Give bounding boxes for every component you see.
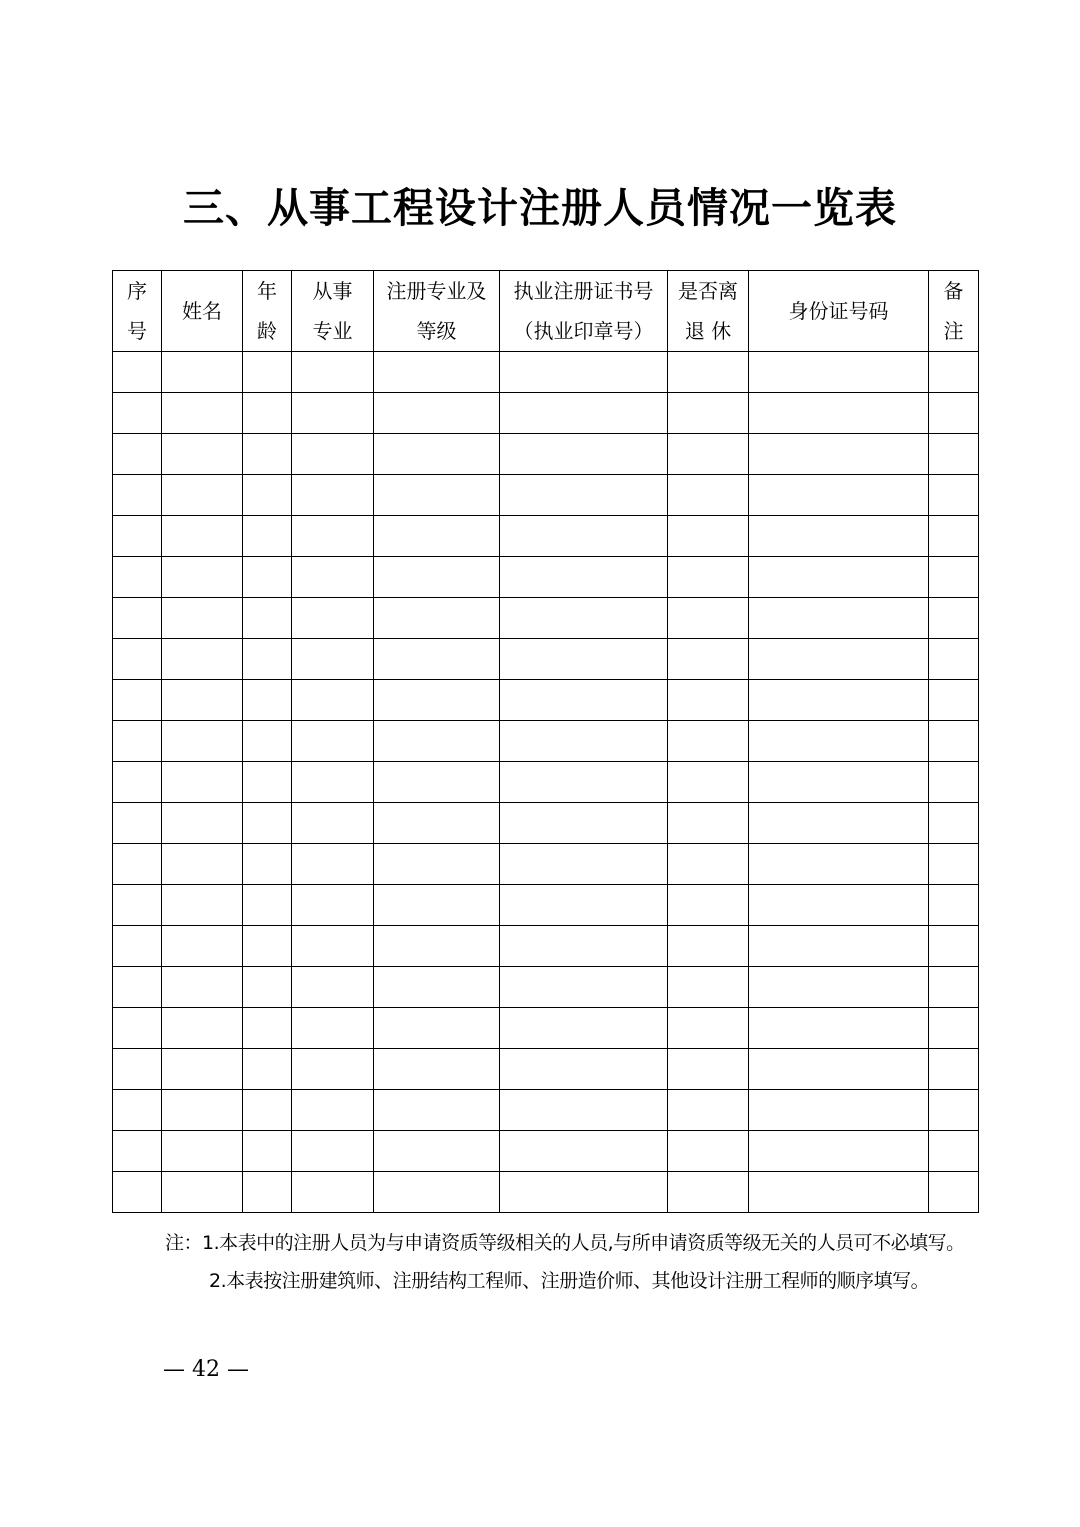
registered-personnel-table <box>112 270 979 1213</box>
header-age-line2: 龄 <box>257 319 277 343</box>
table-row <box>113 639 979 680</box>
table-cell[interactable] <box>113 1131 162 1172</box>
table-cell[interactable] <box>749 967 929 1008</box>
table-cell[interactable] <box>243 1049 292 1090</box>
table-row <box>113 1008 979 1049</box>
table-cell[interactable] <box>668 680 749 721</box>
header-retired-line1: 是否离 <box>678 279 738 303</box>
table-row <box>113 434 979 475</box>
table-cell[interactable] <box>113 1008 162 1049</box>
table-cell[interactable] <box>162 844 243 885</box>
table-cell[interactable] <box>162 1008 243 1049</box>
table-cell[interactable] <box>243 434 292 475</box>
table-cell[interactable] <box>113 557 162 598</box>
table-row <box>113 885 979 926</box>
table-cell[interactable] <box>113 1049 162 1090</box>
table-row <box>113 721 979 762</box>
table-cell[interactable] <box>162 1049 243 1090</box>
note-1: 注：1.本表中的注册人员为与申请资质等级相关的人员,与所申请资质等级无关的人员可不必填写。 <box>165 1232 965 1254</box>
table-row <box>113 393 979 434</box>
table-cell[interactable] <box>749 475 929 516</box>
table-cell[interactable] <box>113 926 162 967</box>
table-cell[interactable] <box>243 1008 292 1049</box>
table-cell[interactable] <box>749 885 929 926</box>
header-name <box>162 271 243 352</box>
table-cell[interactable] <box>929 844 979 885</box>
table-cell[interactable] <box>292 475 374 516</box>
table-cell[interactable] <box>374 352 500 393</box>
table-cell[interactable] <box>668 885 749 926</box>
table-cell[interactable] <box>292 967 374 1008</box>
table-row <box>113 680 979 721</box>
header-remarks <box>929 271 979 352</box>
table-cell[interactable] <box>292 680 374 721</box>
table-cell[interactable] <box>929 352 979 393</box>
header-certificate-number <box>500 271 668 352</box>
table-row <box>113 1090 979 1131</box>
table-cell[interactable] <box>374 1131 500 1172</box>
table-cell[interactable] <box>162 434 243 475</box>
table-cell[interactable] <box>749 680 929 721</box>
table-cell[interactable] <box>929 598 979 639</box>
table-cell[interactable] <box>374 885 500 926</box>
table-cell[interactable] <box>500 803 668 844</box>
table-cell[interactable] <box>292 1131 374 1172</box>
table-cell[interactable] <box>243 475 292 516</box>
table-cell[interactable] <box>749 352 929 393</box>
table-cell[interactable] <box>500 393 668 434</box>
table-cell[interactable] <box>374 967 500 1008</box>
table-cell[interactable] <box>243 393 292 434</box>
table-cell[interactable] <box>243 680 292 721</box>
table-cell[interactable] <box>929 762 979 803</box>
table-cell[interactable] <box>500 1131 668 1172</box>
table-cell[interactable] <box>374 1008 500 1049</box>
table-cell[interactable] <box>113 721 162 762</box>
table-cell[interactable] <box>162 1172 243 1213</box>
table-cell[interactable] <box>162 639 243 680</box>
table-cell[interactable] <box>749 762 929 803</box>
table-cell[interactable] <box>668 1090 749 1131</box>
table-cell[interactable] <box>243 967 292 1008</box>
table-cell[interactable] <box>500 475 668 516</box>
table-cell[interactable] <box>749 844 929 885</box>
table-cell[interactable] <box>113 598 162 639</box>
table-cell[interactable] <box>292 1049 374 1090</box>
table-cell[interactable] <box>292 885 374 926</box>
table-cell[interactable] <box>749 803 929 844</box>
table-cell[interactable] <box>292 1172 374 1213</box>
header-registration-specialty-line2: 等级 <box>416 319 457 343</box>
table-cell[interactable] <box>749 598 929 639</box>
table-cell[interactable] <box>292 516 374 557</box>
header-serial-number <box>113 271 162 352</box>
header-row <box>113 271 979 352</box>
table-row <box>113 1049 979 1090</box>
table-cell[interactable] <box>500 680 668 721</box>
table-row <box>113 557 979 598</box>
table-cell[interactable] <box>243 844 292 885</box>
table-cell[interactable] <box>929 1008 979 1049</box>
table-row <box>113 475 979 516</box>
table-cell[interactable] <box>929 721 979 762</box>
table-cell[interactable] <box>929 680 979 721</box>
table-cell[interactable] <box>929 1172 979 1213</box>
table-cell[interactable] <box>162 885 243 926</box>
table-row <box>113 1172 979 1213</box>
table-cell[interactable] <box>292 1090 374 1131</box>
header-remarks-line1: 备 <box>943 279 964 303</box>
table-cell[interactable] <box>929 967 979 1008</box>
table-cell[interactable] <box>292 434 374 475</box>
table-cell[interactable] <box>292 393 374 434</box>
table-cell[interactable] <box>929 1049 979 1090</box>
table-cell[interactable] <box>162 1131 243 1172</box>
table-cell[interactable] <box>668 352 749 393</box>
table-cell[interactable] <box>749 1008 929 1049</box>
table-row <box>113 844 979 885</box>
table-cell[interactable] <box>162 680 243 721</box>
table-cell[interactable] <box>162 762 243 803</box>
page-number: — 42 — <box>163 1357 249 1382</box>
table-cell[interactable] <box>749 721 929 762</box>
table-cell[interactable] <box>749 393 929 434</box>
table-cell[interactable] <box>113 762 162 803</box>
table-cell[interactable] <box>113 393 162 434</box>
table-cell[interactable] <box>668 1131 749 1172</box>
table-cell[interactable] <box>243 926 292 967</box>
table-cell[interactable] <box>292 762 374 803</box>
table-cell[interactable] <box>929 1131 979 1172</box>
table-cell[interactable] <box>500 352 668 393</box>
table-row <box>113 516 979 557</box>
table-cell[interactable] <box>374 434 500 475</box>
table-cell[interactable] <box>113 352 162 393</box>
header-remarks-line2: 注 <box>943 319 964 343</box>
table-cell[interactable] <box>162 598 243 639</box>
header-id-number-text: 身份证号码 <box>788 299 889 323</box>
table-cell[interactable] <box>162 352 243 393</box>
table-cell[interactable] <box>749 926 929 967</box>
table-cell[interactable] <box>668 1049 749 1090</box>
table-cell[interactable] <box>374 475 500 516</box>
table-cell[interactable] <box>292 721 374 762</box>
table-cell[interactable] <box>374 516 500 557</box>
table-cell[interactable] <box>292 598 374 639</box>
table-cell[interactable] <box>929 639 979 680</box>
table-cell[interactable] <box>500 762 668 803</box>
table-cell[interactable] <box>243 762 292 803</box>
header-age <box>243 271 292 352</box>
table-cell[interactable] <box>162 967 243 1008</box>
table-cell[interactable] <box>292 639 374 680</box>
table-cell[interactable] <box>374 762 500 803</box>
table-cell[interactable] <box>292 1008 374 1049</box>
table-cell[interactable] <box>374 557 500 598</box>
table-cell[interactable] <box>113 434 162 475</box>
table-cell[interactable] <box>749 557 929 598</box>
table-cell[interactable] <box>668 516 749 557</box>
table-cell[interactable] <box>113 885 162 926</box>
table-cell[interactable] <box>668 557 749 598</box>
table-cell[interactable] <box>668 393 749 434</box>
table-cell[interactable] <box>374 1049 500 1090</box>
table-cell[interactable] <box>929 557 979 598</box>
table-cell[interactable] <box>668 1008 749 1049</box>
table-cell[interactable] <box>668 844 749 885</box>
table-cell[interactable] <box>243 598 292 639</box>
table-cell[interactable] <box>374 803 500 844</box>
table-cell[interactable] <box>162 926 243 967</box>
table-cell[interactable] <box>500 926 668 967</box>
table-cell[interactable] <box>292 557 374 598</box>
table-cell[interactable] <box>243 1090 292 1131</box>
table-cell[interactable] <box>500 844 668 885</box>
table-cell[interactable] <box>113 639 162 680</box>
table-cell[interactable] <box>374 926 500 967</box>
table-cell[interactable] <box>749 516 929 557</box>
header-registration-specialty-grade <box>374 271 500 352</box>
header-name-text: 姓名 <box>182 299 222 323</box>
table-cell[interactable] <box>374 1090 500 1131</box>
table-row <box>113 1131 979 1172</box>
table-cell[interactable] <box>243 352 292 393</box>
table-cell[interactable] <box>113 680 162 721</box>
header-specialty-line1: 从事 <box>312 279 353 303</box>
table-cell[interactable] <box>668 803 749 844</box>
table-cell[interactable] <box>374 680 500 721</box>
header-specialty <box>292 271 374 352</box>
table-cell[interactable] <box>500 885 668 926</box>
table-cell[interactable] <box>668 762 749 803</box>
table-cell[interactable] <box>113 844 162 885</box>
table-row <box>113 352 979 393</box>
table-cell[interactable] <box>749 434 929 475</box>
table-row <box>113 762 979 803</box>
table-cell[interactable] <box>500 1008 668 1049</box>
page-title: 三、从事工程设计注册人员情况一览表 <box>183 184 897 232</box>
table-cell[interactable] <box>929 803 979 844</box>
table-cell[interactable] <box>500 598 668 639</box>
table-cell[interactable] <box>162 721 243 762</box>
table-cell[interactable] <box>162 1090 243 1131</box>
header-retired-line2: 退 休 <box>684 319 732 343</box>
header-specialty-line2: 专业 <box>312 319 353 343</box>
table-cell[interactable] <box>162 393 243 434</box>
table-cell[interactable] <box>113 475 162 516</box>
table-cell[interactable] <box>243 557 292 598</box>
table-cell[interactable] <box>668 721 749 762</box>
table-cell[interactable] <box>749 1131 929 1172</box>
table-row <box>113 598 979 639</box>
table-cell[interactable] <box>162 475 243 516</box>
table-cell[interactable] <box>929 885 979 926</box>
table-cell[interactable] <box>113 967 162 1008</box>
table-cell[interactable] <box>374 1172 500 1213</box>
table-cell[interactable] <box>292 926 374 967</box>
table-cell[interactable] <box>668 926 749 967</box>
table-cell[interactable] <box>162 557 243 598</box>
table-cell[interactable] <box>929 926 979 967</box>
table-cell[interactable] <box>668 475 749 516</box>
header-age-line1: 年 <box>257 279 277 303</box>
table-cell[interactable] <box>500 1172 668 1213</box>
table-cell[interactable] <box>292 352 374 393</box>
table-cell[interactable] <box>668 639 749 680</box>
table-cell[interactable] <box>113 803 162 844</box>
table-cell[interactable] <box>500 434 668 475</box>
table-cell[interactable] <box>243 1131 292 1172</box>
table-cell[interactable] <box>929 475 979 516</box>
table-cell[interactable] <box>243 721 292 762</box>
table-cell[interactable] <box>929 434 979 475</box>
table-cell[interactable] <box>243 885 292 926</box>
table-cell[interactable] <box>500 639 668 680</box>
table-cell[interactable] <box>374 393 500 434</box>
header-certificate-number-line2: （执业印章号） <box>513 319 654 343</box>
table-cell[interactable] <box>113 516 162 557</box>
table-cell[interactable] <box>500 516 668 557</box>
table-cell[interactable] <box>500 1049 668 1090</box>
table-cell[interactable] <box>668 967 749 1008</box>
table-body <box>113 352 979 1213</box>
table-cell[interactable] <box>162 516 243 557</box>
table-cell[interactable] <box>749 1172 929 1213</box>
header-registration-specialty-line1: 注册专业及 <box>386 279 487 303</box>
table-row <box>113 803 979 844</box>
table-cell[interactable] <box>292 844 374 885</box>
table-cell[interactable] <box>113 1090 162 1131</box>
header-serial-number-line2: 号 <box>127 319 147 343</box>
table-cell[interactable] <box>929 516 979 557</box>
table-cell[interactable] <box>668 598 749 639</box>
table-cell[interactable] <box>292 803 374 844</box>
header-retired <box>668 271 749 352</box>
table-cell[interactable] <box>668 434 749 475</box>
table-cell[interactable] <box>113 1172 162 1213</box>
table-cell[interactable] <box>374 598 500 639</box>
table-cell[interactable] <box>243 803 292 844</box>
table-row <box>113 926 979 967</box>
table-cell[interactable] <box>374 721 500 762</box>
table-cell[interactable] <box>500 967 668 1008</box>
table-cell[interactable] <box>500 1090 668 1131</box>
table-cell[interactable] <box>749 1049 929 1090</box>
table-cell[interactable] <box>500 557 668 598</box>
table-cell[interactable] <box>374 639 500 680</box>
table-cell[interactable] <box>374 844 500 885</box>
table-cell[interactable] <box>243 1172 292 1213</box>
table-row <box>113 967 979 1008</box>
header-id-number <box>749 271 929 352</box>
note-2: 2.本表按注册建筑师、注册结构工程师、注册造价师、其他设计注册工程师的顺序填写。 <box>209 1270 930 1292</box>
table-cell[interactable] <box>162 803 243 844</box>
table-cell[interactable] <box>749 1090 929 1131</box>
table-cell[interactable] <box>749 639 929 680</box>
header-serial-number-line1: 序 <box>127 279 147 303</box>
table-cell[interactable] <box>243 639 292 680</box>
table-cell[interactable] <box>243 516 292 557</box>
table-cell[interactable] <box>929 393 979 434</box>
table-cell[interactable] <box>500 721 668 762</box>
table-cell[interactable] <box>668 1172 749 1213</box>
table-cell[interactable] <box>929 1090 979 1131</box>
header-certificate-number-line1: 执业注册证书号 <box>513 279 654 303</box>
